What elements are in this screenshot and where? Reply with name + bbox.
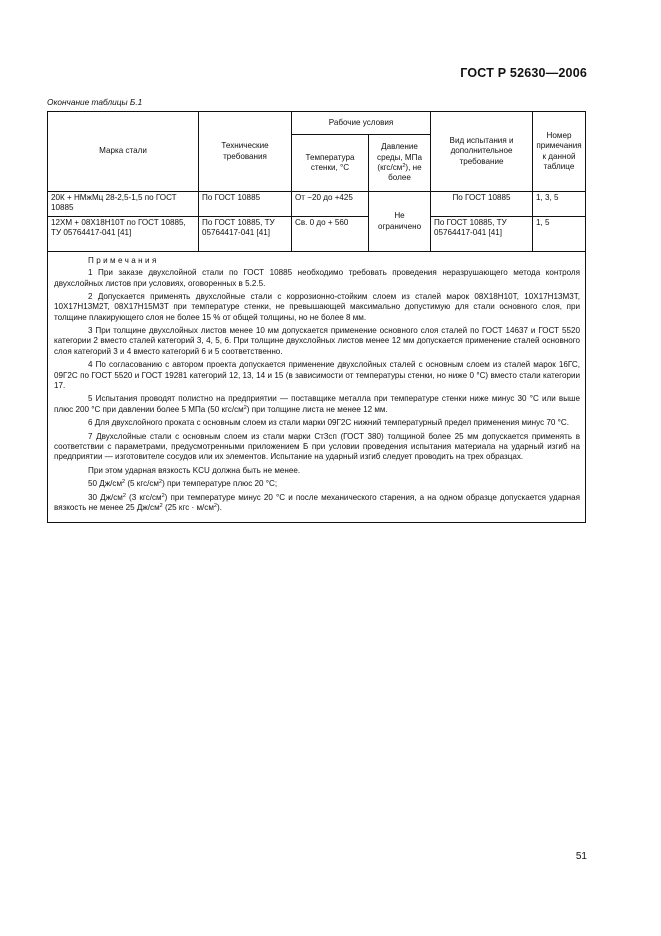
- table-header-row: [48, 112, 586, 135]
- header-steel-grade: Марка стали: [48, 112, 199, 192]
- kcu50-sup1: 2: [122, 479, 126, 486]
- note-5: [54, 394, 580, 415]
- kcu50-a: 50 Дж/см: [88, 479, 123, 489]
- kcu30-e: ).: [216, 502, 222, 512]
- header-working-conditions: Рабочие условия: [292, 112, 431, 135]
- document-code: ГОСТ Р 52630—2006: [460, 66, 587, 80]
- note-5-text-a: 5 Испытания проводят полистно на предприятии — поставщике металла при температуре стенки ниже минус 30 °С или выше плюс 200 °С при давлении более 5 МПа (50 кгс/см: [54, 394, 581, 414]
- row1-steel-grade: 20К + НМжМц 28-2,5-1,5 по ГОСТ 10885: [48, 192, 199, 217]
- header-tech-requirements: Технические требования: [199, 112, 292, 192]
- row2-test-type: По ГОСТ 10885, ТУ 05764417-041 [41]: [431, 217, 533, 252]
- kcu30-sup2: 2: [161, 492, 165, 499]
- notes-block: [48, 252, 586, 523]
- row2-steel-grade: 12ХМ + 08Х18Н10Т по ГОСТ 10885, ТУ 05764417-041 [41]: [48, 217, 199, 252]
- header-pressure-tail: ), не более: [388, 163, 422, 183]
- note-kcu-50: [54, 479, 580, 489]
- note-5-text-b: ) при толщине листа не менее 12 мм.: [246, 404, 388, 414]
- note-4: 4 По согласованию с автором проекта допускается применение двухслойных сталей с основным слоем из сталей марок 16ГС, 09Г2С по ГОСТ 5520 и ГОСТ 19281 категорий 12, 13, 14 и 15 (в зависимости от температуры стенки, но ниже 0 °С) вместо стали категории 17.: [54, 360, 581, 390]
- note-7: 7 Двухслойные стали с основным слоем из стали марки Ст3сп (ГОСТ 380) толщиной более 25 мм допускается применять в соответствии с параметрами, предусмотренными приложением Б при условии проведения испытания материала на ударный изгиб на предприятии — изготовителе сосудов или их элементов. Испытание на ударный изгиб следует проводить на трех образцах.: [54, 431, 581, 462]
- kcu30-c: ) при температуре минус 20 °С и после механического старения, а на одном образце допускается ударная вязкость не менее 25 Дж/см: [54, 492, 581, 512]
- row1-tech-requirements: По ГОСТ 10885: [199, 192, 292, 217]
- kcu30-b: (3 кгс/см: [125, 492, 162, 502]
- row2-notes: 1, 5: [533, 217, 586, 252]
- notes-row: [48, 252, 586, 523]
- header-pressure-main: Давление среды, МПа (кгс/см: [377, 142, 422, 172]
- row1-notes: 1, 3, 5: [533, 192, 586, 217]
- note-3: 3 При толщине двухслойных листов менее 10 мм допускается применение основного слоя сталей по ГОСТ 14637 и ГОСТ 5520 категории 2 вместо сталей категорий 3, 4, 5, 6. При толщине двухслойных листов менее 12 мм допускается применение сталей основного слоя категорий 3 и 4 вместо категорий 6 и 5 соответственно.: [54, 326, 581, 356]
- note-kcu-30: [54, 493, 580, 514]
- kcu50-b: (5 кгс/см: [125, 479, 159, 489]
- table-caption: Окончание таблицы Б.1: [47, 97, 143, 107]
- steel-table: [47, 111, 586, 523]
- header-note-number: Номер примечания к данной таблице: [533, 112, 586, 192]
- header-wall-temperature: Температура стенки, °С: [292, 135, 369, 192]
- row2-tech-requirements: По ГОСТ 10885, ТУ 05764417-041 [41]: [199, 217, 292, 252]
- header-pressure: [369, 135, 431, 192]
- row1-test-type: По ГОСТ 10885: [431, 192, 533, 217]
- kcu50-c: ) при температуре плюс 20 °С;: [162, 479, 278, 489]
- row1-temperature: От −20 до +425: [292, 192, 369, 217]
- page-number: 51: [575, 851, 587, 862]
- kcu30-sup4: 2: [213, 502, 217, 509]
- note-6: 6 Для двухслойного проката с основным слоем из стали марки 09Г2С нижний температурный предел применения минус 70 °С.: [88, 418, 569, 428]
- kcu30-sup3: 2: [159, 502, 163, 509]
- table-row: [48, 217, 586, 252]
- header-test-type: Вид испытания и дополнительное требование: [431, 112, 533, 192]
- note-5-sup: 2: [243, 404, 247, 411]
- notes-title: Примечания: [88, 256, 159, 265]
- note-1: 1 При заказе двухслойной стали по ГОСТ 10885 необходимо требовать проведения неразрушающего метода контроля двухслойных листов при условиях, оговоренных в 5.2.5.: [54, 268, 581, 288]
- table-row: [48, 192, 586, 217]
- kcu50-sup2: 2: [159, 479, 163, 486]
- kcu30-sup1: 2: [122, 492, 126, 499]
- kcu30-d: (25 кгс · м/см: [162, 502, 214, 512]
- note-kcu: При этом ударная вязкость KCU должна быть не менее.: [88, 465, 301, 475]
- note-2: 2 Допускается применять двухслойные стали с коррозионно-стойким слоем из сталей марок 08Х18Н10Т, 10Х17Н13М3Т, 10Х17Н13М2Т, 08Х17Н15М3Т при температуре стенки, не превышающей максимально допустимую для стали основного слоя, при толщине плакирующего слоя не более 15 % от общей толщины, но не более 8 мм.: [54, 292, 581, 322]
- header-pressure-sup: 2: [402, 163, 406, 169]
- pressure-shared-cell: Не ограничено: [369, 192, 431, 252]
- row2-temperature: Св. 0 до + 560: [292, 217, 369, 252]
- kcu30-a: 30 Дж/см: [88, 492, 123, 502]
